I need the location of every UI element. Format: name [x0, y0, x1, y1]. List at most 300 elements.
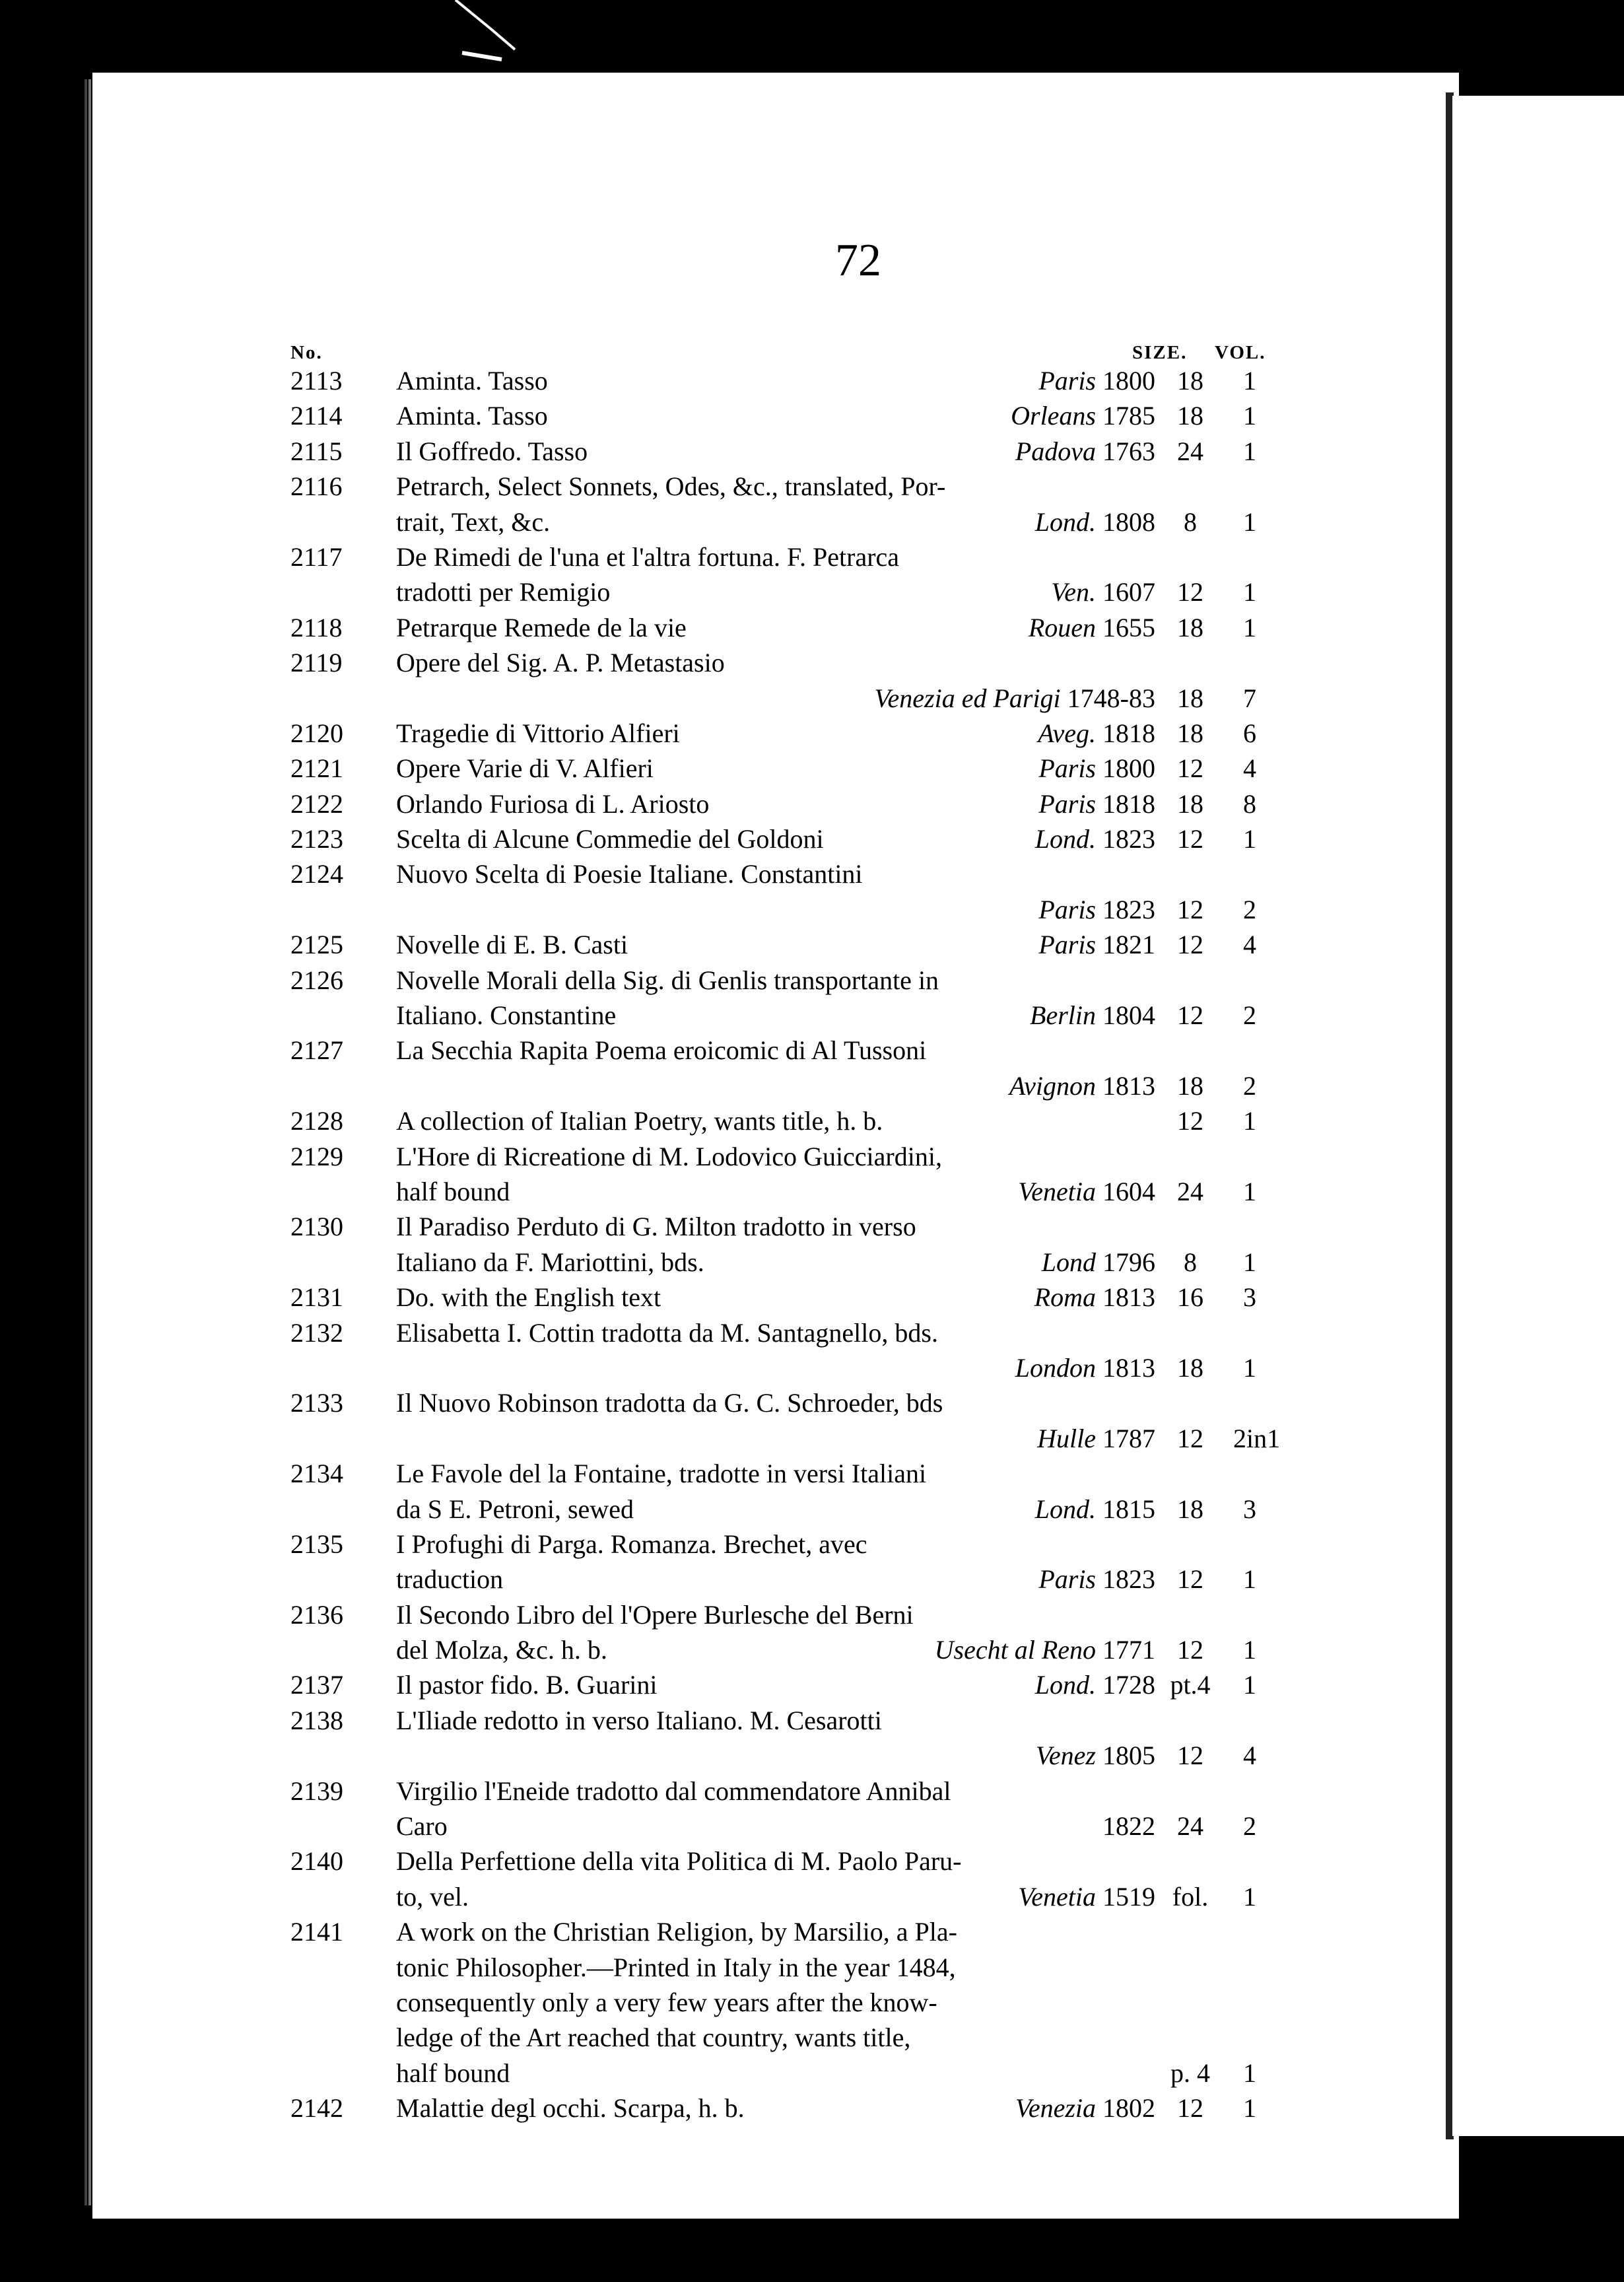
entry-size: 12	[1177, 930, 1203, 960]
imprint-place: Lond	[1041, 1247, 1096, 1277]
catalogue-entry	[92, 1597, 1459, 1668]
entry-line	[92, 1421, 1459, 1456]
entry-title: L'Iliade redotto in verso Italiano. M. Cesarotti	[396, 1705, 882, 1735]
header-number: No.	[290, 342, 323, 363]
imprint	[1036, 1738, 1155, 1773]
entry-title: Italiano. Constantine	[396, 1000, 617, 1031]
imprint-year: 1763	[1102, 436, 1155, 466]
catalogue-entry	[92, 2091, 1459, 2126]
entry-title: Opere del Sig. A. P. Metastasio	[396, 648, 725, 678]
entry-title: Novelle Morali della Sig. di Genlis transportante in	[396, 965, 939, 995]
entry-line	[92, 469, 1459, 504]
entry-size: 12	[1177, 1106, 1203, 1136]
entry-line	[92, 1879, 1459, 1914]
catalogue-entry	[92, 751, 1459, 786]
entry-size: 18	[1177, 612, 1203, 642]
imprint-year: 1805	[1102, 1741, 1155, 1771]
catalogue-entry	[92, 539, 1459, 610]
catalogue-entry	[92, 1033, 1459, 1103]
entry-title: Il Paradiso Perduto di G. Milton tradotto in verso	[396, 1212, 916, 1242]
imprint-year: 1604	[1102, 1176, 1155, 1206]
entry-line	[92, 1350, 1459, 1385]
imprint-year: 1519	[1102, 1881, 1155, 1912]
catalogue-entry	[92, 963, 1459, 1033]
entry-size: 18	[1177, 683, 1203, 713]
entry-number: 2140	[290, 1846, 343, 1877]
imprint	[1042, 1245, 1155, 1280]
entry-size: 8	[1184, 506, 1197, 537]
entry-line	[92, 716, 1459, 751]
entry-number: 2122	[290, 788, 343, 819]
catalogue-entry	[92, 1703, 1459, 1774]
entry-size: fol.	[1172, 1881, 1209, 1912]
entry-size: p. 4	[1170, 2057, 1210, 2088]
entry-volumes: 1	[1243, 401, 1256, 431]
entry-title: De Rimedi de l'una et l'altra fortuna. F. Petrarca	[396, 541, 900, 572]
imprint-place: Aveg.	[1038, 718, 1096, 748]
entry-volumes: 1	[1243, 1176, 1256, 1206]
entry-number: 2115	[290, 436, 343, 466]
imprint-year: 1728	[1102, 1670, 1155, 1700]
entry-volumes: 6	[1243, 718, 1256, 748]
imprint-year: 1818	[1102, 718, 1155, 748]
entry-title: Il Secondo Libro del l'Opere Burlesche del Berni	[396, 1599, 914, 1630]
imprint	[1037, 1421, 1155, 1456]
entry-line	[92, 1632, 1459, 1667]
imprint	[1018, 1879, 1155, 1914]
catalogue-entry	[92, 1103, 1459, 1138]
entry-title: Virgilio l'Eneide tradotto dal commendatore Annibal	[396, 1776, 951, 1806]
catalogue-page	[92, 73, 1459, 2219]
imprint-year: 1607	[1102, 577, 1155, 607]
entry-size: 12	[1177, 753, 1203, 784]
entry-number: 2138	[290, 1705, 343, 1735]
entry-title: Il pastor fido. B. Guarini	[396, 1670, 658, 1700]
imprint	[1011, 398, 1155, 433]
imprint-place: Lond.	[1034, 1670, 1096, 1700]
entry-volumes: 1	[1243, 1106, 1256, 1136]
entry-volumes: 1	[1243, 612, 1256, 642]
entry-volumes: 1	[1243, 506, 1256, 537]
entry-volumes: 2	[1243, 1070, 1256, 1101]
entry-line	[92, 1597, 1459, 1632]
imprint-year: 1813	[1102, 1352, 1155, 1383]
entry-volumes: 3	[1243, 1494, 1256, 1524]
imprint-year: 1813	[1102, 1070, 1155, 1101]
catalogue-entry	[92, 1527, 1459, 1597]
entry-title: trait, Text, &c.	[396, 506, 551, 537]
imprint-place: Roma	[1034, 1282, 1096, 1313]
entry-number: 2139	[290, 1776, 343, 1806]
imprint	[1009, 1068, 1155, 1103]
entry-line	[92, 998, 1459, 1033]
catalogue-entries	[92, 363, 1459, 2126]
entry-size: 12	[1177, 1741, 1203, 1771]
entry-line	[92, 751, 1459, 786]
entry-volumes: 1	[1243, 1881, 1256, 1912]
imprint-year: 1823	[1102, 1564, 1155, 1595]
imprint-year: 1655	[1102, 612, 1155, 642]
entry-line	[92, 892, 1459, 927]
entry-number: 2135	[290, 1529, 343, 1559]
entry-title: Elisabetta I. Cottin tradotta da M. Santagnello, bds.	[396, 1317, 938, 1348]
entry-line	[92, 681, 1459, 716]
imprint	[1034, 1280, 1155, 1315]
entry-size: 12	[1177, 1564, 1203, 1595]
imprint	[1038, 751, 1155, 786]
catalogue-entry	[92, 645, 1459, 716]
catalogue-entry	[92, 1280, 1459, 1315]
entry-title: Petrarch, Select Sonnets, Odes, &c., translated, Por-	[396, 471, 946, 502]
entry-line	[92, 1562, 1459, 1597]
entry-line	[92, 574, 1459, 609]
imprint	[1038, 892, 1155, 927]
imprint	[935, 1632, 1155, 1667]
imprint-place: Paris	[1038, 366, 1096, 396]
entry-title: Malattie degl occhi. Scarpa, h. b.	[396, 2093, 745, 2124]
entry-size: 12	[1177, 1423, 1203, 1453]
entry-number: 2141	[290, 1917, 343, 1947]
catalogue-entry	[92, 1914, 1459, 2091]
entry-line	[92, 1245, 1459, 1280]
entry-number: 2136	[290, 1599, 343, 1630]
entry-line	[92, 856, 1459, 891]
entry-number: 2126	[290, 965, 343, 995]
imprint-place: Venetia	[1018, 1176, 1096, 1206]
entry-line	[92, 1103, 1459, 1138]
imprint	[1015, 1350, 1155, 1385]
imprint	[1035, 504, 1155, 539]
imprint-place: Lond.	[1034, 824, 1096, 854]
imprint-place: Venez	[1035, 1741, 1096, 1771]
entry-volumes: 2	[1243, 1811, 1256, 1842]
entry-line	[92, 1809, 1459, 1844]
imprint	[1030, 998, 1155, 1033]
entry-line	[92, 1174, 1459, 1209]
entry-line	[92, 398, 1459, 433]
entry-number: 2123	[290, 824, 343, 854]
entry-size: 18	[1177, 1494, 1203, 1524]
imprint	[1038, 927, 1155, 962]
catalogue-entry	[92, 927, 1459, 962]
entry-volumes: 3	[1243, 1282, 1256, 1313]
entry-line	[92, 1667, 1459, 1702]
imprint-year: 1800	[1102, 753, 1155, 784]
entry-size: 12	[1177, 1635, 1203, 1665]
entry-size: 12	[1177, 1000, 1203, 1031]
entry-size: 16	[1177, 1282, 1203, 1313]
entry-line	[92, 2091, 1459, 2126]
imprint-place: Paris	[1038, 894, 1096, 924]
entry-line	[92, 2020, 1459, 2055]
imprint-place: Rouen	[1028, 612, 1096, 642]
catalogue-entry	[92, 1209, 1459, 1280]
entry-size: 12	[1177, 577, 1203, 607]
entry-title: Il Goffredo. Tasso	[396, 436, 588, 466]
imprint-place: Paris	[1038, 1564, 1096, 1595]
entry-volumes: 4	[1243, 930, 1256, 960]
entry-line	[92, 1068, 1459, 1103]
entry-line	[92, 1209, 1459, 1244]
entry-title: half bound	[396, 1176, 510, 1206]
entry-line	[92, 645, 1459, 680]
imprint-year: 1796	[1102, 1247, 1155, 1277]
imprint-year: 1800	[1102, 366, 1155, 396]
entry-line	[92, 1950, 1459, 1985]
entry-volumes: 7	[1243, 683, 1256, 713]
entry-size: 18	[1177, 718, 1203, 748]
entry-title: L'Hore di Ricreatione di M. Lodovico Guicciardini,	[396, 1141, 942, 1171]
entry-volumes: 2	[1243, 894, 1256, 924]
catalogue-entry	[92, 856, 1459, 927]
imprint	[1038, 716, 1155, 751]
entry-volumes: 1	[1243, 1352, 1256, 1383]
imprint-year: 1823	[1102, 894, 1155, 924]
entry-line	[92, 1738, 1459, 1773]
imprint-year: 1813	[1102, 1282, 1155, 1313]
entry-title: ledge of the Art reached that country, wants title,	[396, 2023, 911, 2053]
entry-volumes: 4	[1243, 753, 1256, 784]
imprint-year: 1785	[1102, 401, 1155, 431]
entry-size: 12	[1177, 894, 1203, 924]
catalogue-entry	[92, 1139, 1459, 1210]
imprint-place: Paris	[1038, 930, 1096, 960]
entry-line	[92, 2056, 1459, 2091]
imprint	[1038, 363, 1155, 398]
imprint-place: Paris	[1038, 788, 1096, 819]
entry-number: 2130	[290, 1212, 343, 1242]
entry-volumes: 1	[1243, 1635, 1256, 1665]
entry-title: Della Perfettione della vita Politica di M. Paolo Paru-	[396, 1846, 962, 1877]
entry-title: Caro	[396, 1811, 448, 1842]
header-volume: VOL.	[1215, 342, 1266, 363]
entry-title: Il Nuovo Robinson tradotta da G. C. Schroeder, bds	[396, 1388, 943, 1418]
entry-line	[92, 963, 1459, 998]
imprint-year: 1818	[1102, 788, 1155, 819]
entry-number: 2137	[290, 1670, 343, 1700]
entry-title: Aminta. Tasso	[396, 401, 548, 431]
catalogue-entry	[92, 398, 1459, 433]
entry-size: 24	[1177, 1176, 1203, 1206]
imprint	[1038, 786, 1155, 821]
entry-title: to, vel.	[396, 1881, 469, 1912]
entry-size: 24	[1177, 1811, 1203, 1842]
entry-line	[92, 1844, 1459, 1879]
entry-line	[92, 1385, 1459, 1420]
imprint-year: 1815	[1102, 1494, 1155, 1524]
imprint-place: Venezia	[1015, 2093, 1096, 2124]
entry-volumes: 1	[1243, 1247, 1256, 1277]
imprint	[1038, 1562, 1155, 1597]
catalogue-entry	[92, 434, 1459, 469]
entry-volumes: 1	[1243, 824, 1256, 854]
entry-line	[92, 539, 1459, 574]
imprint	[1035, 821, 1155, 856]
imprint-place: Usecht al Reno	[934, 1635, 1096, 1665]
facing-page-edge	[1452, 96, 1624, 2136]
entry-title: Orlando Furiosa di L. Ariosto	[396, 788, 710, 819]
entry-number: 2129	[290, 1141, 343, 1171]
entry-number: 2134	[290, 1459, 343, 1489]
imprint	[1015, 2091, 1155, 2126]
entry-title: tonic Philosopher.—Printed in Italy in the year 1484,	[396, 1952, 956, 1982]
entry-number: 2133	[290, 1388, 343, 1418]
imprint	[1029, 610, 1155, 645]
entry-line	[92, 1914, 1459, 1949]
imprint-place: Lond.	[1034, 506, 1096, 537]
imprint-place: Lond.	[1034, 1494, 1096, 1524]
entry-size: 18	[1177, 1070, 1203, 1101]
catalogue-entry	[92, 1456, 1459, 1527]
catalogue-entry	[92, 1844, 1459, 1914]
entry-volumes: 2	[1243, 1000, 1256, 1031]
entry-size: pt.4	[1170, 1670, 1211, 1700]
entry-size: 18	[1177, 788, 1203, 819]
entry-title: Aminta. Tasso	[396, 366, 548, 396]
imprint-place: Paris	[1038, 753, 1096, 784]
entry-title: Nuovo Scelta di Poesie Italiane. Constantini	[396, 859, 863, 889]
imprint-year: 1804	[1102, 1000, 1155, 1031]
entry-title: Le Favole del la Fontaine, tradotte in versi Italiani	[396, 1459, 927, 1489]
entry-number: 2116	[290, 471, 343, 502]
page-number: 72	[835, 235, 881, 286]
imprint-year: 1822	[1102, 1811, 1155, 1842]
entry-size: 12	[1177, 2093, 1203, 2124]
entry-title: consequently only a very few years after the know-	[396, 1987, 937, 2017]
entry-number: 2117	[290, 541, 343, 572]
entry-line	[92, 1280, 1459, 1315]
entry-line	[92, 786, 1459, 821]
entry-title: A collection of Italian Poetry, wants title, h. b.	[396, 1106, 883, 1136]
imprint-year: 1771	[1102, 1635, 1155, 1665]
imprint-place: Berlin	[1030, 1000, 1096, 1031]
entry-size: 18	[1177, 401, 1203, 431]
imprint-place: Avignon	[1009, 1070, 1096, 1101]
entry-volumes: 4	[1243, 1741, 1256, 1771]
entry-number: 2131	[290, 1282, 343, 1313]
entry-title: I Profughi di Parga. Romanza. Brechet, avec	[396, 1529, 867, 1559]
entry-title: Petrarque Remede de la vie	[396, 612, 687, 642]
entry-title: Italiano da F. Mariottini, bds.	[396, 1247, 704, 1277]
catalogue-entry	[92, 1774, 1459, 1844]
entry-size: 18	[1177, 1352, 1203, 1383]
catalogue-entry	[92, 469, 1459, 539]
imprint	[1035, 1492, 1155, 1527]
catalogue-entry	[92, 716, 1459, 751]
entry-line	[92, 927, 1459, 962]
entry-number: 2113	[290, 366, 343, 396]
entry-number: 2127	[290, 1035, 343, 1066]
imprint-year: 1821	[1102, 930, 1155, 960]
catalogue-entry	[92, 1315, 1459, 1386]
catalogue-entry	[92, 1385, 1459, 1456]
entry-volumes: 8	[1243, 788, 1256, 819]
entry-volumes: 1	[1243, 2057, 1256, 2088]
imprint-year: 1787	[1102, 1423, 1155, 1453]
imprint-year: 1823	[1102, 824, 1155, 854]
entry-title: Scelta di Alcune Commedie del Goldoni	[396, 824, 824, 854]
imprint	[1018, 1174, 1155, 1209]
header-size: SIZE.	[1132, 342, 1188, 363]
entry-title: Do. with the English text	[396, 1282, 661, 1313]
page-edge-stack	[85, 79, 87, 2205]
entry-line	[92, 1492, 1459, 1527]
imprint-place: Padova	[1015, 436, 1096, 466]
entry-title: Novelle di E. B. Casti	[396, 930, 628, 960]
entry-volumes: 1	[1243, 1564, 1256, 1595]
entry-title: traduction	[396, 1564, 504, 1595]
entry-volumes: 1	[1243, 366, 1256, 396]
entry-line	[92, 1774, 1459, 1809]
entry-volumes: 1	[1243, 2093, 1256, 2124]
entry-number: 2120	[290, 718, 343, 748]
entry-number: 2128	[290, 1106, 343, 1136]
entry-title: Opere Varie di V. Alfieri	[396, 753, 654, 784]
catalogue-entry	[92, 786, 1459, 821]
entry-size: 12	[1177, 824, 1203, 854]
entry-number: 2118	[290, 612, 343, 642]
entry-size: 8	[1184, 1247, 1197, 1277]
entry-line	[92, 1315, 1459, 1350]
imprint-year: 1802	[1102, 2093, 1155, 2124]
entry-line	[92, 1527, 1459, 1562]
entry-number: 2121	[290, 753, 343, 784]
imprint-place: Orleans	[1011, 401, 1096, 431]
entry-line	[92, 1139, 1459, 1174]
entry-number: 2124	[290, 859, 343, 889]
imprint-place: Hulle	[1037, 1423, 1096, 1453]
entry-line	[92, 1456, 1459, 1491]
entry-title: del Molza, &c. h. b.	[396, 1635, 607, 1665]
entry-number: 2125	[290, 930, 343, 960]
entry-line	[92, 1985, 1459, 2020]
entry-line	[92, 1703, 1459, 1738]
entry-line	[92, 363, 1459, 398]
entry-size: 24	[1177, 436, 1203, 466]
catalogue-entry	[92, 610, 1459, 645]
entry-number: 2119	[290, 648, 343, 678]
imprint-year: 1808	[1102, 506, 1155, 537]
imprint-place: Ven.	[1051, 577, 1096, 607]
entry-size: 18	[1177, 366, 1203, 396]
entry-volumes: 1	[1243, 436, 1256, 466]
entry-volumes: 2in1	[1233, 1423, 1281, 1453]
catalogue-entry	[92, 1667, 1459, 1702]
entry-volumes: 1	[1243, 1670, 1256, 1700]
entry-volumes: 1	[1243, 577, 1256, 607]
entry-number: 2132	[290, 1317, 343, 1348]
entry-title: da S E. Petroni, sewed	[396, 1494, 634, 1524]
imprint	[875, 681, 1156, 716]
entry-line	[92, 610, 1459, 645]
entry-title: Tragedie di Vittorio Alfieri	[396, 718, 680, 748]
entry-line	[92, 504, 1459, 539]
entry-line	[92, 434, 1459, 469]
imprint	[1102, 1809, 1155, 1844]
imprint	[1051, 574, 1155, 609]
entry-number: 2114	[290, 401, 343, 431]
imprint	[1035, 1667, 1155, 1702]
imprint-year: 1748-83	[1067, 683, 1155, 713]
catalogue-entry	[92, 821, 1459, 856]
imprint-place: Venetia	[1018, 1881, 1096, 1912]
page-edge-stack	[88, 79, 91, 2205]
entry-title: half bound	[396, 2057, 510, 2088]
imprint-place: London	[1015, 1352, 1096, 1383]
catalogue-entry	[92, 363, 1459, 398]
entry-line	[92, 1033, 1459, 1068]
entry-title: La Secchia Rapita Poema eroicomic di Al Tussoni	[396, 1035, 927, 1066]
